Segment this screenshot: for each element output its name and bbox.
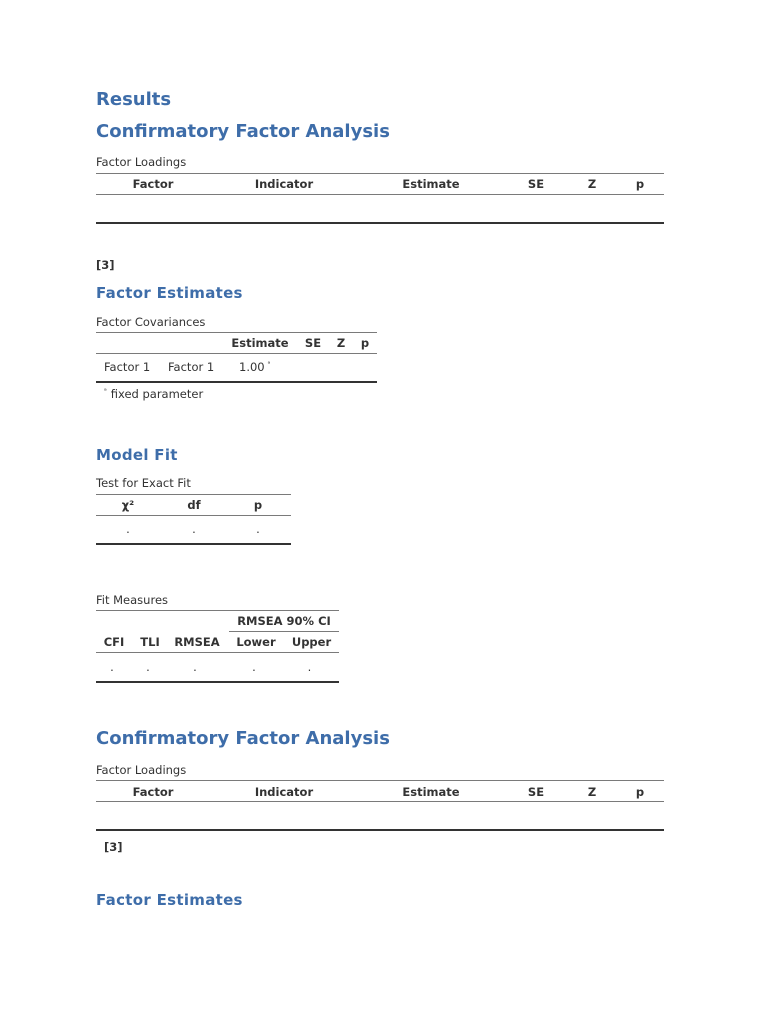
- table-bottom-rule: [96, 681, 339, 683]
- cell-tli: .: [146, 660, 150, 674]
- table-bottom-rule: [96, 829, 664, 831]
- factor-covariances-caption: Factor Covariances: [96, 315, 206, 329]
- table-bottom-rule: [96, 381, 377, 383]
- col-p: p: [360, 336, 370, 350]
- note-label: [3]: [104, 840, 123, 854]
- footnote-marker: ᵃ: [104, 387, 107, 396]
- factor-loadings-caption: Factor Loadings: [96, 155, 187, 169]
- cell-cfi: .: [110, 660, 114, 674]
- col-lower: Lower: [236, 635, 276, 649]
- col-cfi: CFI: [103, 635, 125, 649]
- note-label: [3]: [96, 258, 115, 272]
- col-indicator: Indicator: [254, 177, 314, 191]
- table-bottom-rule: [96, 222, 664, 224]
- col-z: Z: [587, 177, 597, 191]
- cell-p: .: [256, 522, 260, 536]
- estimate-value: 1.00: [239, 360, 265, 374]
- col-df: df: [187, 498, 201, 512]
- col-factor: Factor: [132, 177, 174, 191]
- table-top-rule: [96, 332, 377, 333]
- table-top-rule: [96, 610, 339, 611]
- col-se: SE: [527, 177, 545, 191]
- col-z: Z: [336, 336, 346, 350]
- results-heading: Results: [96, 89, 172, 110]
- cell-estimate: [239, 360, 270, 374]
- rmsea-ci-group-header: RMSEA 90% CI: [237, 614, 331, 628]
- col-rmsea: RMSEA: [174, 635, 220, 649]
- col-indicator: Indicator: [254, 785, 314, 799]
- table-top-rule: [96, 780, 664, 781]
- col-p: p: [635, 177, 645, 191]
- cfa-title: Confirmatory Factor Analysis: [96, 121, 390, 142]
- col-estimate: Estimate: [402, 785, 460, 799]
- col-p: p: [635, 785, 645, 799]
- fixed-marker: ᵃ: [267, 360, 271, 369]
- table-top-rule: [96, 173, 664, 174]
- model-fit-heading: Model Fit: [96, 446, 178, 464]
- fit-measures-caption: Fit Measures: [96, 593, 169, 607]
- cell-rmsea: .: [193, 660, 197, 674]
- cell-factor-b: Factor 1: [168, 360, 215, 374]
- factor-estimates-heading: Factor Estimates: [96, 891, 243, 909]
- cfa-title: Confirmatory Factor Analysis: [96, 728, 390, 749]
- table-header-rule: [96, 515, 291, 516]
- table-header-rule: [96, 801, 664, 802]
- col-factor: Factor: [132, 785, 174, 799]
- col-se: SE: [304, 336, 322, 350]
- group-header-rule: [229, 631, 339, 632]
- table-bottom-rule: [96, 543, 291, 545]
- col-upper: Upper: [291, 635, 332, 649]
- col-z: Z: [587, 785, 597, 799]
- table-header-rule: [96, 353, 377, 354]
- col-estimate: Estimate: [402, 177, 460, 191]
- table-top-rule: [96, 494, 291, 495]
- factor-loadings-caption: Factor Loadings: [96, 763, 187, 777]
- cell-chi-square: .: [126, 522, 130, 536]
- table-header-rule: [96, 652, 339, 653]
- col-tli: TLI: [140, 635, 160, 649]
- col-chi-square: χ²: [121, 498, 135, 512]
- footnote-text: fixed parameter: [110, 387, 204, 401]
- col-p: p: [253, 498, 263, 512]
- factor-estimates-heading: Factor Estimates: [96, 284, 243, 302]
- cell-lower: .: [252, 660, 256, 674]
- cell-factor-a: Factor 1: [104, 360, 151, 374]
- table-header-rule: [96, 194, 664, 195]
- cell-df: .: [192, 522, 196, 536]
- col-estimate: Estimate: [231, 336, 289, 350]
- col-se: SE: [527, 785, 545, 799]
- cell-upper: .: [307, 660, 312, 674]
- exact-fit-caption: Test for Exact Fit: [96, 476, 191, 490]
- table-footnote: [104, 387, 203, 401]
